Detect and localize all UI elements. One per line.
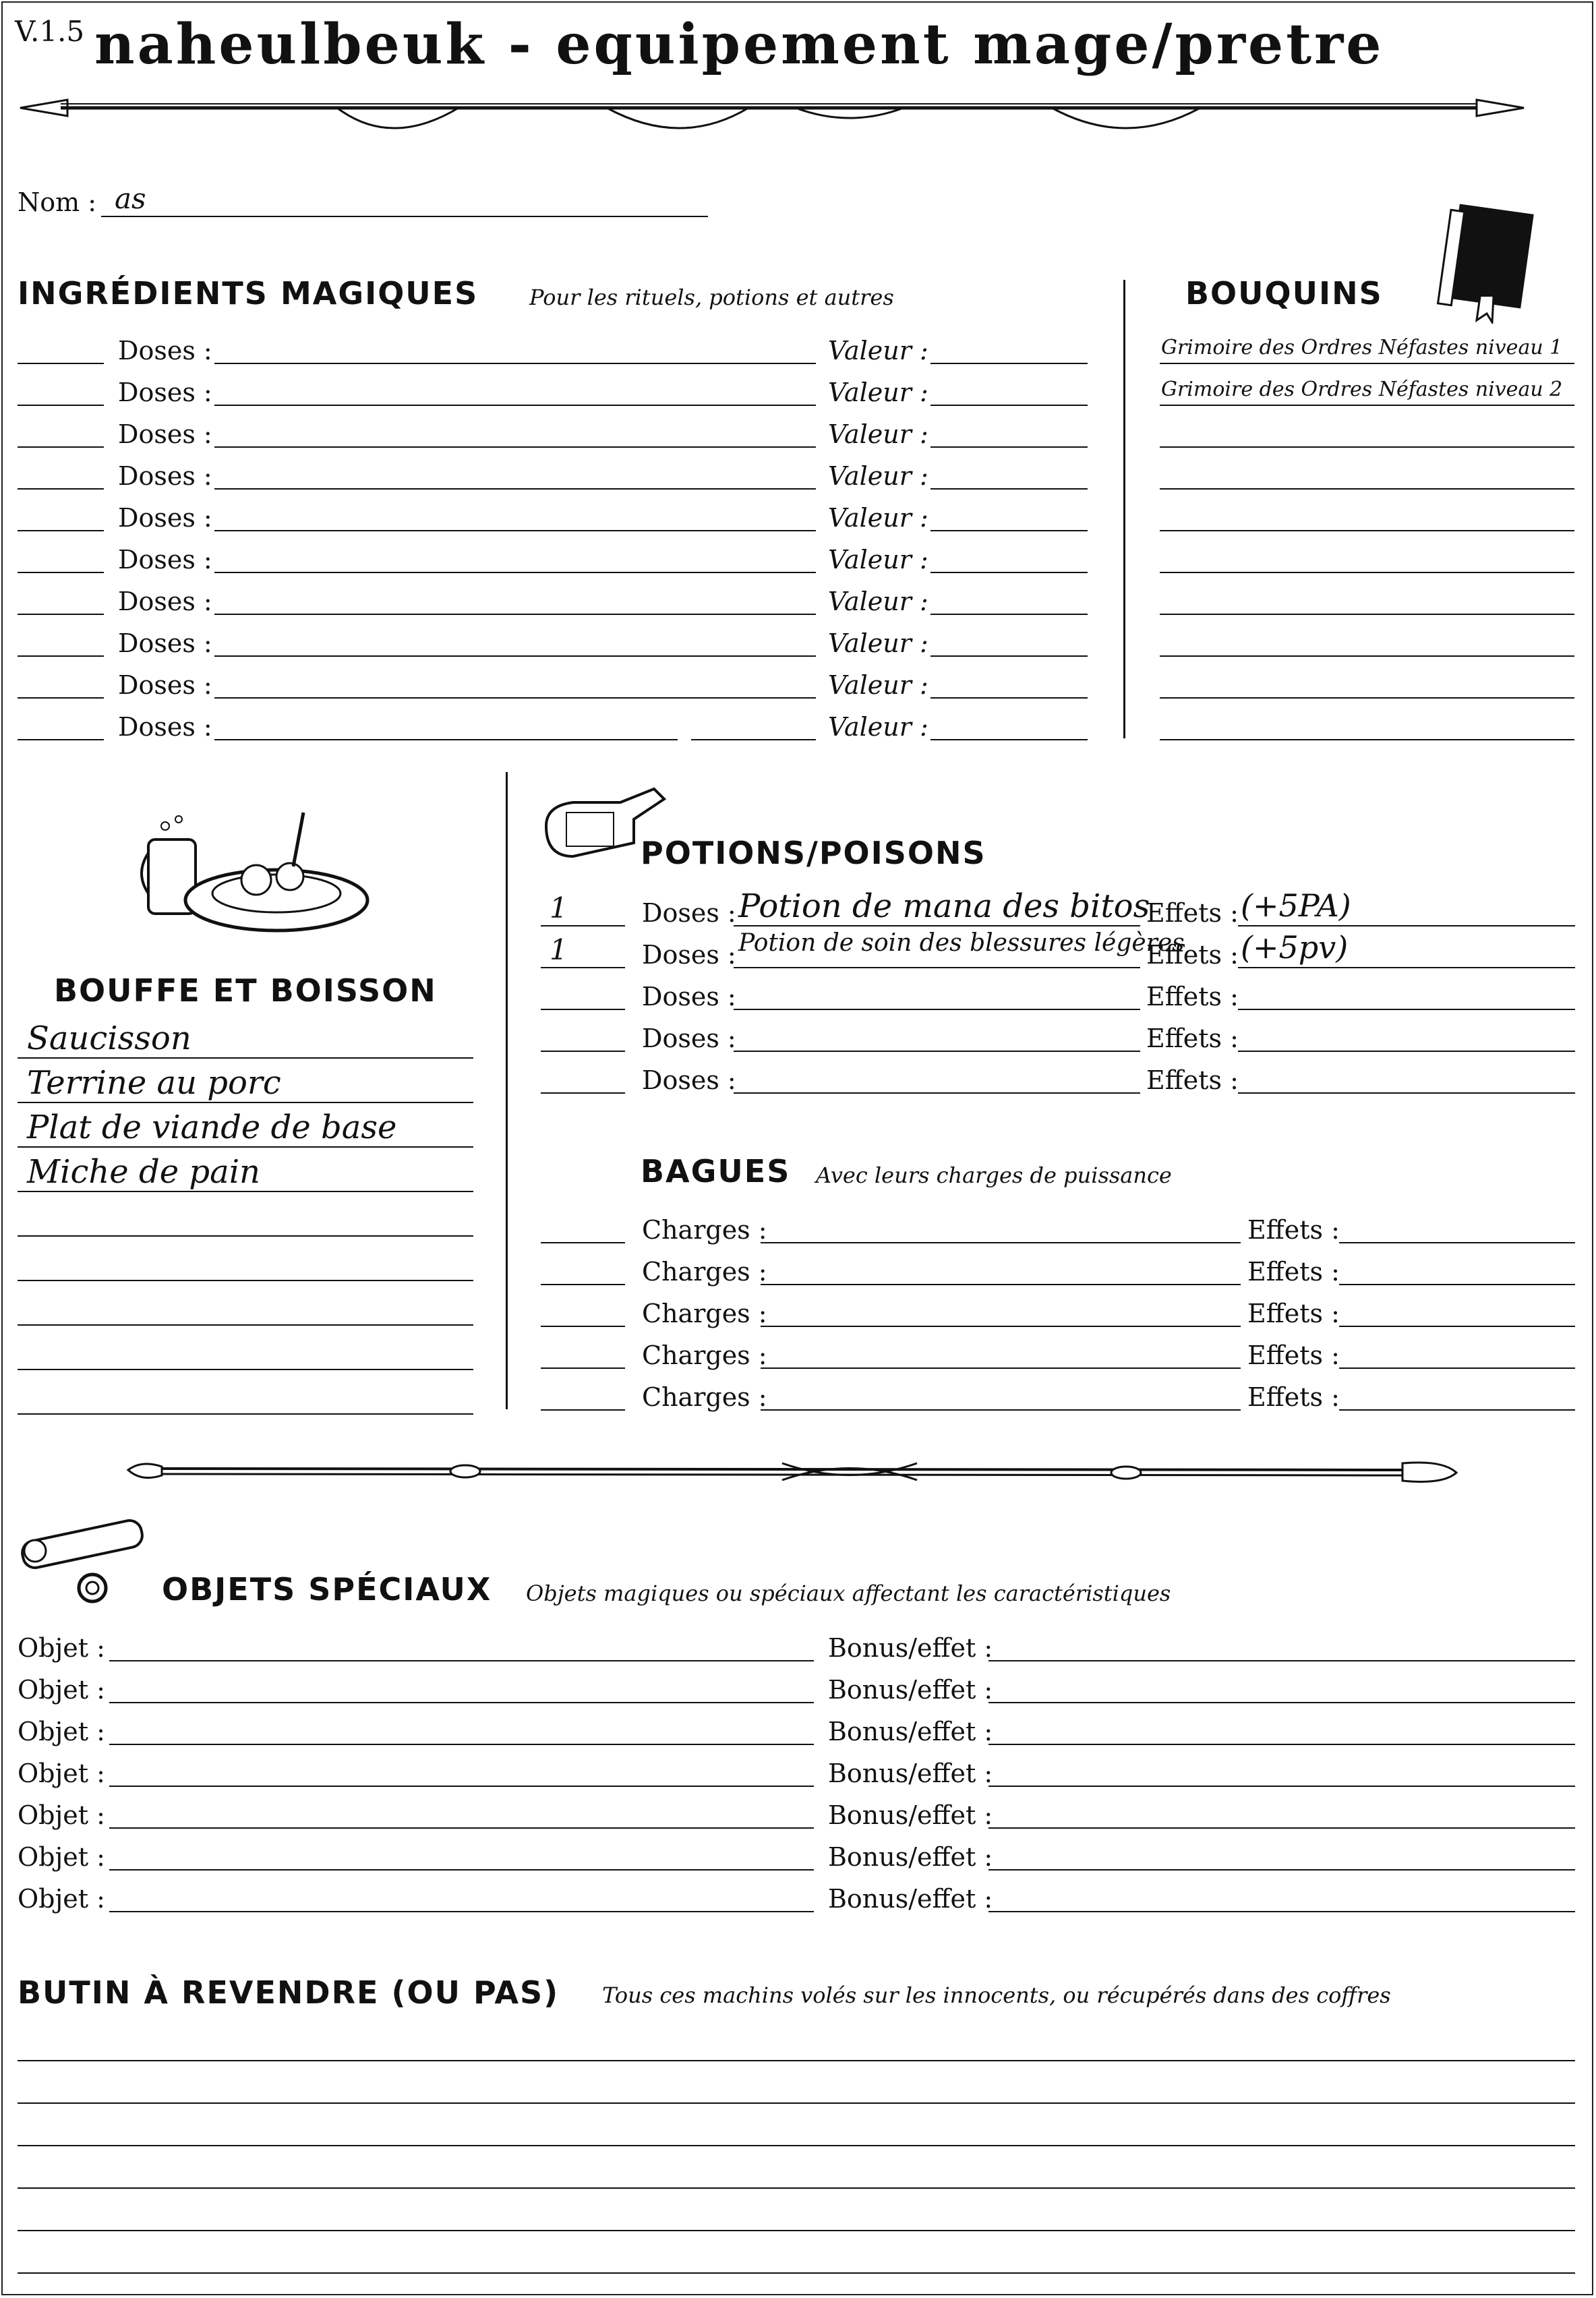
bague-charges-field[interactable] <box>761 1242 1241 1243</box>
bonus-field[interactable] <box>988 1911 1575 1912</box>
bonus-field[interactable] <box>988 1786 1575 1787</box>
ingredient-qty-field[interactable] <box>18 530 104 531</box>
ingredient-value-field[interactable] <box>930 488 1088 490</box>
bague-charges-label: Charges : <box>642 1215 767 1245</box>
potion-name-field[interactable] <box>734 1009 1140 1010</box>
potion-effect-field[interactable] <box>1238 1009 1575 1010</box>
bague-charges-field[interactable] <box>761 1284 1241 1285</box>
ingredient-value-field[interactable] <box>930 697 1088 699</box>
food-line[interactable] <box>18 1102 473 1103</box>
scroll-ring-icon <box>15 1510 156 1605</box>
objet-label: Objet : <box>18 1800 105 1830</box>
ingredient-name-field[interactable] <box>214 739 678 740</box>
ingredient-valeur-label: Valeur : <box>828 670 928 700</box>
ingredient-valeur-label: Valeur : <box>828 628 928 658</box>
butin-line[interactable] <box>18 2145 1575 2146</box>
ingredients-title: INGRÉDIENTS MAGIQUES <box>18 275 479 312</box>
bouquin-line[interactable] <box>1160 655 1574 657</box>
name-line <box>101 216 708 217</box>
food-line[interactable] <box>18 1413 473 1415</box>
bouquin-line[interactable] <box>1160 405 1574 406</box>
ingredient-name-field[interactable] <box>214 572 816 573</box>
potion-effets-label: Effets : <box>1146 982 1239 1011</box>
potion-qty-value[interactable]: 1 <box>550 933 568 966</box>
objet-field[interactable] <box>109 1869 814 1870</box>
ingredient-name-field[interactable] <box>214 697 816 699</box>
objet-label: Objet : <box>18 1717 105 1746</box>
bague-qty-field[interactable] <box>541 1242 625 1243</box>
potion-effets-label: Effets : <box>1146 1024 1239 1053</box>
ingredients-separator <box>1123 280 1125 738</box>
potion-qty-field[interactable] <box>541 967 625 968</box>
ingredient-value-field[interactable] <box>930 739 1088 740</box>
objet-field[interactable] <box>109 1744 814 1745</box>
potion-effect-field[interactable] <box>1238 967 1575 968</box>
ingredient-doses-label: Doses : <box>118 628 212 658</box>
food-line[interactable] <box>18 1146 473 1148</box>
bagues-title: BAGUES <box>641 1153 791 1189</box>
name-value[interactable]: as <box>115 182 146 215</box>
bonus-field[interactable] <box>988 1869 1575 1870</box>
food-line[interactable] <box>18 1324 473 1326</box>
bonus-field[interactable] <box>988 1744 1575 1745</box>
bague-charges-field[interactable] <box>761 1409 1241 1411</box>
bague-charges-field[interactable] <box>761 1326 1241 1327</box>
ingredient-qty-field[interactable] <box>18 488 104 490</box>
ingredient-doses-label: Doses : <box>118 336 212 365</box>
ingredient-value-field[interactable] <box>930 363 1088 364</box>
ingredient-valeur-label: Valeur : <box>828 461 928 491</box>
food-separator <box>506 772 508 1409</box>
bonus-field[interactable] <box>988 1827 1575 1829</box>
potion-doses-label: Doses : <box>642 982 736 1011</box>
book-icon <box>1433 196 1547 324</box>
bouquin-line[interactable] <box>1160 446 1574 448</box>
ingredient-name-field[interactable] <box>214 446 816 448</box>
staff-divider-icon <box>121 1443 1463 1497</box>
objets-subtitle: Objets magiques ou spéciaux affectant les caractéristiques <box>526 1581 1171 1606</box>
ingredient-doses-label: Doses : <box>118 712 212 742</box>
bague-effets-label: Effets : <box>1247 1382 1340 1412</box>
ingredient-name-field-extra[interactable] <box>691 739 816 740</box>
ingredient-doses-label: Doses : <box>118 670 212 700</box>
butin-line[interactable] <box>18 2102 1575 2104</box>
ingredient-valeur-label: Valeur : <box>828 336 928 365</box>
bague-qty-field[interactable] <box>541 1409 625 1411</box>
bouquins-title: BOUQUINS <box>1185 275 1383 312</box>
potion-effets-label: Effets : <box>1146 898 1239 928</box>
potion-name-field[interactable] <box>734 1051 1140 1052</box>
bagues-subtitle: Avec leurs charges de puissance <box>816 1162 1172 1188</box>
bague-qty-field[interactable] <box>541 1367 625 1369</box>
objet-label: Objet : <box>18 1633 105 1663</box>
ingredient-doses-label: Doses : <box>118 545 212 574</box>
bonus-label: Bonus/effet : <box>828 1842 993 1872</box>
objet-field[interactable] <box>109 1911 814 1912</box>
ingredient-name-field[interactable] <box>214 488 816 490</box>
bouquin-line[interactable] <box>1160 614 1574 615</box>
ingredient-value-field[interactable] <box>930 655 1088 657</box>
objet-label: Objet : <box>18 1759 105 1788</box>
potion-doses-label: Doses : <box>642 1024 736 1053</box>
butin-subtitle: Tous ces machins volés sur les innocents, ou récupérés dans des coffres <box>602 1982 1391 2008</box>
ingredient-name-field[interactable] <box>214 655 816 657</box>
bonus-field[interactable] <box>988 1702 1575 1703</box>
bague-effect-field[interactable] <box>1339 1326 1575 1327</box>
butin-line[interactable] <box>18 2272 1575 2274</box>
ingredient-qty-field[interactable] <box>18 739 104 740</box>
version-label: V.1.5 <box>15 15 85 48</box>
potion-doses-label: Doses : <box>642 1065 736 1095</box>
ingredient-qty-field[interactable] <box>18 697 104 699</box>
ingredient-valeur-label: Valeur : <box>828 587 928 616</box>
bouquin-line[interactable] <box>1160 697 1574 699</box>
food-entry[interactable]: Terrine au porc <box>27 1064 281 1102</box>
food-entry[interactable]: Plat de viande de base <box>27 1109 397 1146</box>
potion-qty-field[interactable] <box>541 1092 625 1094</box>
ingredient-value-field[interactable] <box>930 446 1088 448</box>
objets-title: OBJETS SPÉCIAUX <box>162 1571 492 1608</box>
bague-charges-label: Charges : <box>642 1382 767 1412</box>
bague-effets-label: Effets : <box>1247 1215 1340 1245</box>
ingredient-qty-field[interactable] <box>18 446 104 448</box>
bonus-field[interactable] <box>988 1660 1575 1661</box>
bague-effect-field[interactable] <box>1339 1409 1575 1411</box>
ingredient-qty-field[interactable] <box>18 363 104 364</box>
ingredient-valeur-label: Valeur : <box>828 419 928 449</box>
butin-line[interactable] <box>18 2187 1575 2189</box>
food-entry[interactable]: Miche de pain <box>27 1153 260 1191</box>
objet-label: Objet : <box>18 1884 105 1914</box>
ingredient-doses-label: Doses : <box>118 378 212 407</box>
bonus-label: Bonus/effet : <box>828 1717 993 1746</box>
potion-doses-label: Doses : <box>642 898 736 928</box>
ingredient-value-field[interactable] <box>930 614 1088 615</box>
bague-charges-label: Charges : <box>642 1299 767 1328</box>
potion-name-field[interactable] <box>734 967 1140 968</box>
potion-qty-field[interactable] <box>541 1009 625 1010</box>
objet-field[interactable] <box>109 1702 814 1703</box>
ingredient-value-field[interactable] <box>930 572 1088 573</box>
bague-effect-field[interactable] <box>1339 1284 1575 1285</box>
butin-line[interactable] <box>18 2230 1575 2231</box>
bonus-label: Bonus/effet : <box>828 1675 993 1705</box>
potion-qty-field[interactable] <box>541 1051 625 1052</box>
bague-charges-label: Charges : <box>642 1340 767 1370</box>
ingredient-value-field[interactable] <box>930 530 1088 531</box>
bouquin-line[interactable] <box>1160 530 1574 531</box>
ingredient-doses-label: Doses : <box>118 461 212 491</box>
potion-effect-field[interactable] <box>1238 925 1575 926</box>
bonus-label: Bonus/effet : <box>828 1800 993 1830</box>
ingredient-name-field[interactable] <box>214 530 816 531</box>
butin-line[interactable] <box>18 2060 1575 2061</box>
potion-effect-field[interactable] <box>1238 1051 1575 1052</box>
potion-name-field[interactable] <box>734 1092 1140 1094</box>
bouquin-line[interactable] <box>1160 488 1574 490</box>
potions-title: POTIONS/POISONS <box>641 835 986 871</box>
ingredient-name-field[interactable] <box>214 614 816 615</box>
bonus-label: Bonus/effet : <box>828 1633 993 1663</box>
potion-qty-field[interactable] <box>541 925 625 926</box>
potion-effect-value[interactable]: (+5pv) <box>1241 929 1349 966</box>
bouquin-line[interactable] <box>1160 572 1574 573</box>
ingredient-doses-label: Doses : <box>118 419 212 449</box>
ingredient-doses-label: Doses : <box>118 503 212 533</box>
ingredient-valeur-label: Valeur : <box>828 545 928 574</box>
bonus-label: Bonus/effet : <box>828 1884 993 1914</box>
potion-qty-value[interactable]: 1 <box>550 891 568 924</box>
bague-qty-field[interactable] <box>541 1284 625 1285</box>
ingredient-valeur-label: Valeur : <box>828 378 928 407</box>
bonus-label: Bonus/effet : <box>828 1759 993 1788</box>
sword-divider-icon <box>13 88 1531 142</box>
food-line[interactable] <box>18 1235 473 1237</box>
potion-name-value[interactable]: Potion de soin des blessures légères <box>738 929 1185 957</box>
ingredient-name-field[interactable] <box>214 405 816 406</box>
bouquin-line[interactable] <box>1160 363 1574 364</box>
objet-label: Objet : <box>18 1842 105 1872</box>
ingredient-qty-field[interactable] <box>18 655 104 657</box>
page-title: naheulbeuk - equipement mage/pretre <box>94 12 1384 77</box>
name-label: Nom : <box>18 187 97 217</box>
potion-name-field[interactable] <box>734 925 1140 926</box>
potion-effect-value[interactable]: (+5PA) <box>1241 887 1351 924</box>
potion-name-value[interactable]: Potion de mana des bitos <box>738 887 1150 925</box>
bague-charges-label: Charges : <box>642 1257 767 1287</box>
potion-effect-field[interactable] <box>1238 1092 1575 1094</box>
food-line[interactable] <box>18 1057 473 1059</box>
potion-effets-label: Effets : <box>1146 940 1239 970</box>
bouquin-entry[interactable]: Grimoire des Ordres Néfastes niveau 1 <box>1161 336 1563 359</box>
ingredient-qty-field[interactable] <box>18 614 104 615</box>
food-entry[interactable]: Saucisson <box>27 1020 191 1057</box>
objet-field[interactable] <box>109 1660 814 1661</box>
bouquin-entry[interactable]: Grimoire des Ordres Néfastes niveau 2 <box>1161 378 1563 401</box>
ingredient-qty-field[interactable] <box>18 572 104 573</box>
food-title: BOUFFE ET BOISSON <box>54 972 437 1009</box>
ingredient-valeur-label: Valeur : <box>828 503 928 533</box>
bague-effets-label: Effets : <box>1247 1340 1340 1370</box>
ingredient-value-field[interactable] <box>930 405 1088 406</box>
objet-label: Objet : <box>18 1675 105 1705</box>
ingredient-qty-field[interactable] <box>18 405 104 406</box>
food-plate-icon <box>135 799 378 941</box>
bouquin-line[interactable] <box>1160 739 1574 740</box>
bague-effets-label: Effets : <box>1247 1299 1340 1328</box>
bague-qty-field[interactable] <box>541 1326 625 1327</box>
food-line[interactable] <box>18 1369 473 1370</box>
bague-effect-field[interactable] <box>1339 1367 1575 1369</box>
food-line[interactable] <box>18 1191 473 1192</box>
ingredient-doses-label: Doses : <box>118 587 212 616</box>
ingredient-valeur-label: Valeur : <box>828 712 928 742</box>
bague-charges-field[interactable] <box>761 1367 1241 1369</box>
potion-doses-label: Doses : <box>642 940 736 970</box>
bague-effect-field[interactable] <box>1339 1242 1575 1243</box>
ingredient-name-field[interactable] <box>214 363 816 364</box>
potion-effets-label: Effets : <box>1146 1065 1239 1095</box>
objet-field[interactable] <box>109 1827 814 1829</box>
ingredients-subtitle: Pour les rituels, potions et autres <box>529 285 894 310</box>
food-line[interactable] <box>18 1280 473 1281</box>
bague-effets-label: Effets : <box>1247 1257 1340 1287</box>
objet-field[interactable] <box>109 1786 814 1787</box>
butin-title: BUTIN À REVENDRE (OU PAS) <box>18 1974 560 2011</box>
